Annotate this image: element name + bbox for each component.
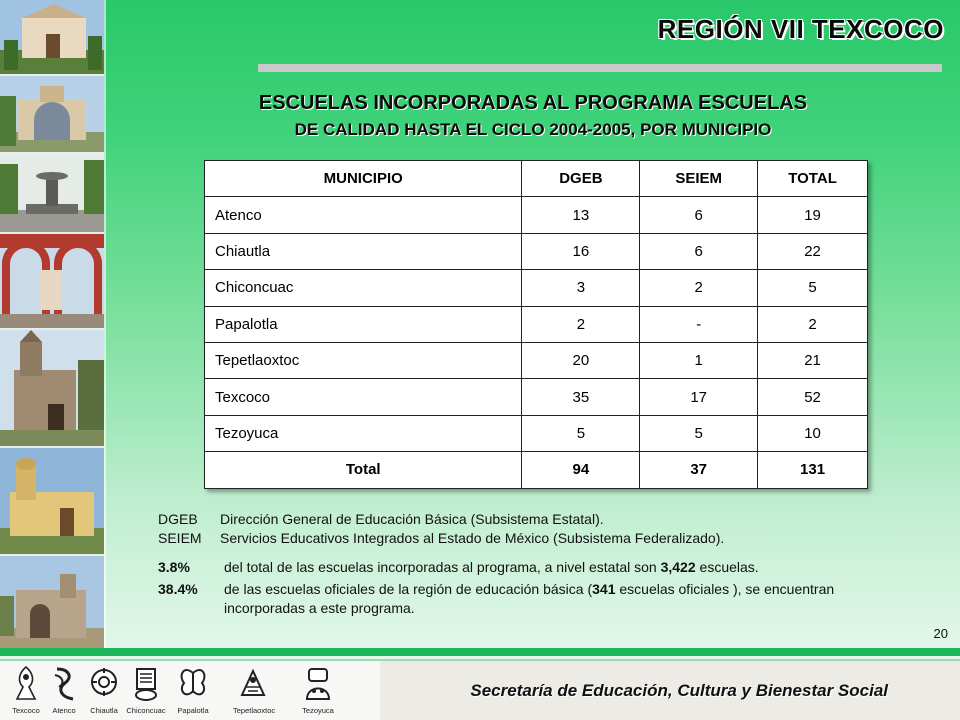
cell-seiem: 6 [640, 197, 758, 233]
cell-dgeb: 13 [522, 197, 640, 233]
municipality-label: Atenco [52, 706, 76, 715]
table-header-row [205, 161, 868, 197]
photo-arch-gate [0, 76, 104, 154]
table-row [205, 415, 868, 451]
definition-item [158, 529, 918, 548]
cell-municipio: Chiconcuac [205, 270, 522, 306]
stat-percentage: 3.8% [158, 559, 190, 575]
photo-old-mission [0, 556, 104, 656]
column-header-municipio: MUNICIPIO [205, 161, 522, 197]
definition-text: Dirección General de Educación Básica (Subsistema Estatal). [220, 511, 604, 527]
municipality-label: Chiconcuac [126, 706, 166, 715]
definitions-list [158, 510, 918, 548]
cell-municipio: Texcoco [205, 379, 522, 415]
chiautla-glyph-icon [84, 665, 124, 715]
cell-dgeb: 2 [522, 306, 640, 342]
slide-title-line2: DE CALIDAD HASTA EL CICLO 2004-2005, POR MUNICIPIO [294, 120, 772, 139]
cell-seiem: 2 [640, 270, 758, 306]
tepetlaoxtoc-glyph-icon [233, 665, 276, 715]
texcoco-glyph-icon [6, 665, 46, 715]
total-dgeb: 94 [522, 452, 640, 488]
stat-percentage: 38.4% [158, 581, 198, 597]
secretaria-name: Secretaría de Educación, Cultura y Bienestar Social [470, 681, 888, 700]
municipality-label: Tepetlaoxtoc [233, 706, 276, 715]
stat-highlight: 341 [592, 581, 616, 597]
page-number: 20 [933, 626, 948, 641]
cell-dgeb: 35 [522, 379, 640, 415]
total-label: Total [205, 452, 522, 488]
cell-dgeb: 3 [522, 270, 640, 306]
table-row [205, 197, 868, 233]
column-header-total: TOTAL [758, 161, 868, 197]
cell-seiem: 6 [640, 233, 758, 269]
total-total: 131 [758, 452, 868, 488]
cell-municipio: Chiautla [205, 233, 522, 269]
cell-municipio: Atenco [205, 197, 522, 233]
cell-dgeb: 16 [522, 233, 640, 269]
municipality-glyph-bar [0, 661, 380, 720]
municipality-label: Texcoco [12, 706, 40, 715]
cell-dgeb: 5 [522, 415, 640, 451]
stat-text: del total de las escuelas incorporadas al programa, a nivel estatal son 3,422 escuelas. [224, 559, 759, 575]
papalotla-glyph-icon [173, 665, 213, 715]
column-header-seiem: SEIEM [640, 161, 758, 197]
cell-total: 2 [758, 306, 868, 342]
table-row [205, 233, 868, 269]
total-seiem: 37 [640, 452, 758, 488]
cell-seiem: 5 [640, 415, 758, 451]
cell-municipio: Tezoyuca [205, 415, 522, 451]
schools-by-municipality-table [204, 160, 868, 489]
footer [0, 661, 960, 720]
table-row [205, 342, 868, 378]
photo-yellow-temple [0, 448, 104, 556]
cell-total: 5 [758, 270, 868, 306]
stat-item [158, 580, 918, 618]
definition-item [158, 510, 918, 529]
municipality-label: Papalotla [177, 706, 209, 715]
stat-text: de las escuelas oficiales de la región de educación básica (341 escuelas oficiales ), se encuentran incorporadas a este programa. [224, 581, 835, 616]
table-row [205, 270, 868, 306]
photo-fountain-plaza [0, 154, 104, 234]
cell-total: 10 [758, 415, 868, 451]
cell-total: 22 [758, 233, 868, 269]
region-title: REGIÓN VII TEXCOCO [657, 14, 944, 44]
cell-seiem: - [640, 306, 758, 342]
photo-stone-church [0, 330, 104, 448]
definition-text: Servicios Educativos Integrados al Estado de México (Subsistema Federalizado). [220, 530, 725, 546]
atenco-glyph-icon [44, 665, 84, 715]
municipality-label: Chiautla [90, 706, 118, 715]
photo-church-facade [0, 0, 104, 76]
footer-accent-bar [0, 648, 960, 656]
cell-municipio: Tepetlaoxtoc [205, 342, 522, 378]
stat-item [158, 558, 918, 577]
cell-seiem: 17 [640, 379, 758, 415]
table-row [205, 306, 868, 342]
slide-title-line1: ESCUELAS INCORPORADAS AL PROGRAMA ESCUELAS [258, 92, 808, 114]
cell-total: 21 [758, 342, 868, 378]
chiconcuac-glyph-icon [126, 665, 166, 715]
municipality-photo-strip [0, 0, 104, 656]
definition-abbr: SEIEM [158, 530, 202, 546]
cell-total: 52 [758, 379, 868, 415]
table-total-row [205, 452, 868, 488]
cell-municipio: Papalotla [205, 306, 522, 342]
cell-dgeb: 20 [522, 342, 640, 378]
municipality-label: Tezoyuca [302, 706, 334, 715]
table-row [205, 379, 868, 415]
definition-abbr: DGEB [158, 511, 198, 527]
photo-red-arcade [0, 234, 104, 330]
stat-highlight: 3,422 [660, 559, 696, 575]
column-header-dgeb: DGEB [522, 161, 640, 197]
cell-seiem: 1 [640, 342, 758, 378]
tezoyuca-glyph-icon [298, 665, 338, 715]
cell-total: 19 [758, 197, 868, 233]
header-divider [258, 64, 942, 72]
